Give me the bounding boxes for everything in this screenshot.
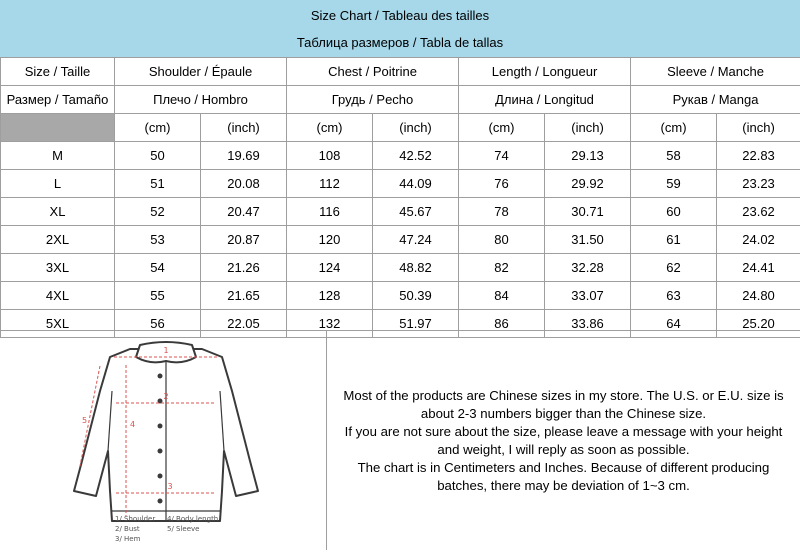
measure-cell: 61 (631, 226, 717, 254)
shirt-diagram (0, 331, 327, 550)
measure-cell: 48.82 (373, 254, 459, 282)
size-cell: L (1, 170, 115, 198)
note-line: If you are not sure about the size, please leave a message with your height (329, 423, 799, 441)
note-line: about 2-3 numbers bigger than the Chinese size. (329, 405, 799, 423)
shoulder-header-alt: Плечо / Hombro (115, 86, 287, 114)
measure-cell: 58 (631, 142, 717, 170)
measure-cell: 64 (631, 310, 717, 338)
size-table (0, 57, 800, 338)
measure-cell: 78 (459, 198, 545, 226)
unit-inch: (inch) (545, 114, 631, 142)
measure-cell: 108 (287, 142, 373, 170)
unit-blank-cell (1, 114, 115, 142)
note-line: and weight, I will reply as soon as possible. (329, 441, 799, 459)
measure-cell: 23.23 (717, 170, 800, 198)
size-cell: M (1, 142, 115, 170)
legend-bust: 2/ Bust (115, 524, 167, 534)
unit-cm: (cm) (115, 114, 201, 142)
table-row (1, 198, 800, 226)
measure-cell: 45.67 (373, 198, 459, 226)
header-row-1 (1, 58, 800, 86)
measure-cell: 80 (459, 226, 545, 254)
measure-cell: 24.41 (717, 254, 800, 282)
measure-cell: 128 (287, 282, 373, 310)
unit-inch: (inch) (201, 114, 287, 142)
chart-subtitle: Таблица размеров / Tabla de tallas (0, 35, 800, 50)
measure-cell: 33.07 (545, 282, 631, 310)
unit-row (1, 114, 800, 142)
measure-cell: 132 (287, 310, 373, 338)
measure-cell: 60 (631, 198, 717, 226)
measure-cell: 56 (115, 310, 201, 338)
marker-4: 4 (130, 420, 135, 429)
measure-cell: 52 (115, 198, 201, 226)
size-cell: 3XL (1, 254, 115, 282)
legend-hem: 3/ Hem (115, 534, 167, 544)
table-row (1, 142, 800, 170)
legend-shoulder: 1/ Shoulder (115, 514, 167, 524)
size-note (327, 331, 800, 550)
size-header-alt: Размер / Tamaño (1, 86, 115, 114)
note-line: batches, there may be deviation of 1~3 cm. (329, 477, 799, 495)
sleeve-header: Sleeve / Manche (631, 58, 800, 86)
measure-cell: 29.13 (545, 142, 631, 170)
unit-inch: (inch) (373, 114, 459, 142)
measure-cell: 112 (287, 170, 373, 198)
measure-cell: 84 (459, 282, 545, 310)
measure-cell: 86 (459, 310, 545, 338)
measure-cell: 23.62 (717, 198, 800, 226)
length-header-alt: Длина / Longitud (459, 86, 631, 114)
measure-cell: 22.05 (201, 310, 287, 338)
measure-cell: 120 (287, 226, 373, 254)
measure-cell: 116 (287, 198, 373, 226)
measure-cell: 22.83 (717, 142, 800, 170)
measure-cell: 31.50 (545, 226, 631, 254)
note-line: Most of the products are Chinese sizes in my store. The U.S. or E.U. size is (329, 387, 799, 405)
measure-cell: 30.71 (545, 198, 631, 226)
measure-cell: 50 (115, 142, 201, 170)
size-cell: 5XL (1, 310, 115, 338)
length-header: Length / Longueur (459, 58, 631, 86)
measure-cell: 20.47 (201, 198, 287, 226)
measure-cell: 53 (115, 226, 201, 254)
chest-header: Chest / Poitrine (287, 58, 459, 86)
size-note-text (329, 387, 799, 495)
measure-cell: 32.28 (545, 254, 631, 282)
table-row (1, 254, 800, 282)
measure-cell: 59 (631, 170, 717, 198)
note-line: The chart is in Centimeters and Inches. Because of different producing (329, 459, 799, 477)
measure-cell: 62 (631, 254, 717, 282)
measure-cell: 51.97 (373, 310, 459, 338)
marker-1: 1 (163, 346, 168, 355)
size-cell: XL (1, 198, 115, 226)
measure-cell: 21.65 (201, 282, 287, 310)
measure-cell: 20.08 (201, 170, 287, 198)
measure-cell: 55 (115, 282, 201, 310)
marker-5: 5 (82, 416, 87, 425)
measure-cell: 54 (115, 254, 201, 282)
table-row (1, 170, 800, 198)
measure-cell: 51 (115, 170, 201, 198)
measure-cell: 82 (459, 254, 545, 282)
measure-cell: 33.86 (545, 310, 631, 338)
measure-cell: 124 (287, 254, 373, 282)
title-band (0, 0, 800, 58)
unit-cm: (cm) (287, 114, 373, 142)
measure-cell: 74 (459, 142, 545, 170)
diagram-legend (115, 514, 218, 544)
legend-sleeve: 5/ Sleeve (167, 524, 200, 534)
chart-title: Size Chart / Tableau des tailles (0, 8, 800, 23)
sleeve-header-alt: Рукав / Manga (631, 86, 800, 114)
header-row-2 (1, 86, 800, 114)
measure-cell: 50.39 (373, 282, 459, 310)
size-cell: 2XL (1, 226, 115, 254)
measure-cell: 42.52 (373, 142, 459, 170)
bottom-section (0, 330, 800, 550)
legend-body-length: 4/ Body length (167, 514, 218, 524)
measure-cell: 63 (631, 282, 717, 310)
measure-cell: 21.26 (201, 254, 287, 282)
measure-cell: 47.24 (373, 226, 459, 254)
size-cell: 4XL (1, 282, 115, 310)
unit-cm: (cm) (631, 114, 717, 142)
measure-cell: 19.69 (201, 142, 287, 170)
table-row (1, 226, 800, 254)
measure-cell: 24.80 (717, 282, 800, 310)
table-row (1, 282, 800, 310)
unit-cm: (cm) (459, 114, 545, 142)
unit-inch: (inch) (717, 114, 800, 142)
measure-cell: 44.09 (373, 170, 459, 198)
chest-header-alt: Грудь / Pecho (287, 86, 459, 114)
shoulder-header: Shoulder / Épaule (115, 58, 287, 86)
measure-cell: 76 (459, 170, 545, 198)
marker-3: 3 (167, 482, 172, 491)
measure-cell: 29.92 (545, 170, 631, 198)
marker-2: 2 (163, 392, 168, 401)
size-header: Size / Taille (1, 58, 115, 86)
measure-cell: 25.20 (717, 310, 800, 338)
measure-cell: 24.02 (717, 226, 800, 254)
measure-cell: 20.87 (201, 226, 287, 254)
